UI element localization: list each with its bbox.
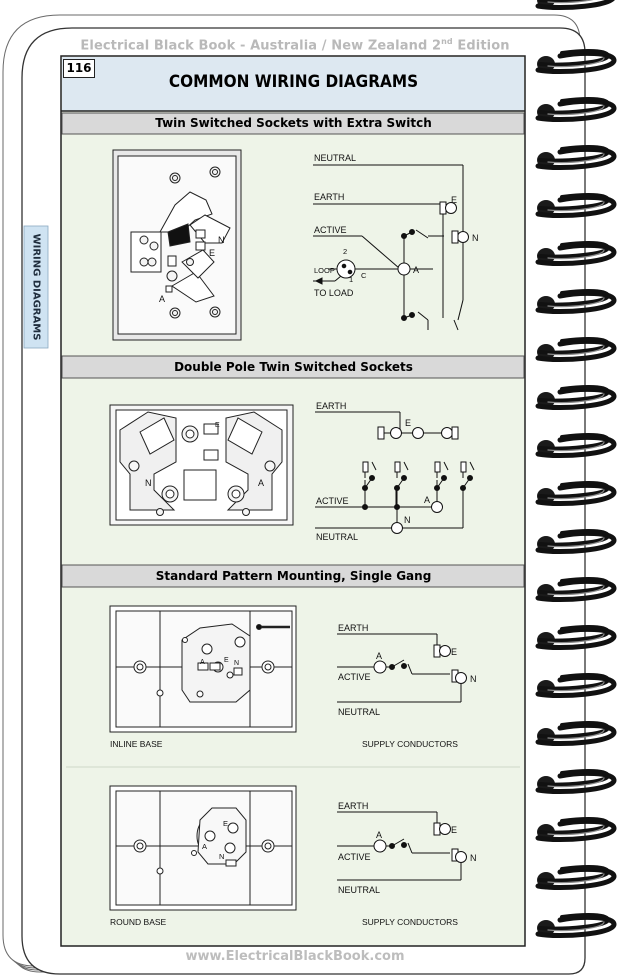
section1-socket-photo [113, 150, 241, 340]
footer-url[interactable]: www.ElectricalBlackBook.com [185, 949, 405, 964]
s2-earth-label: EARTH [316, 401, 347, 411]
s2-neutral-label: NEUTRAL [316, 532, 359, 542]
s2-photo-e: E [215, 422, 220, 429]
round-active-label: ACTIVE [338, 852, 371, 862]
inline-base-caption: INLINE BASE [110, 739, 163, 749]
s1-one-label: 1 [349, 275, 354, 284]
inline-photo-a: A [200, 659, 205, 666]
round-e-label: E [451, 825, 458, 835]
round-n-label: N [470, 853, 477, 863]
s2-photo-a: A [258, 478, 265, 488]
edition-text: Electrical Black Book - Australia / New Zealand 2 [80, 38, 442, 54]
s2-a-label: A [424, 495, 431, 505]
s2-active-label: ACTIVE [316, 496, 349, 506]
round-a-label: A [376, 830, 383, 840]
s1-a-label: A [413, 265, 420, 275]
s1-n-label: N [472, 233, 479, 243]
section-title-3: Standard Pattern Mounting, Single Gang [155, 569, 432, 583]
round-earth-label: EARTH [338, 801, 369, 811]
inline-a-label: A [376, 651, 383, 661]
s1-c-label: C [361, 271, 367, 280]
inline-photo-n: N [234, 660, 240, 667]
edition-header [0, 37, 590, 53]
inline-n-label: N [470, 674, 477, 684]
round-supply-caption: SUPPLY CONDUCTORS [362, 917, 458, 927]
inline-earth-label: EARTH [338, 623, 369, 633]
inline-active-label: ACTIVE [338, 672, 371, 682]
s1-toload-label: TO LOAD [314, 288, 354, 298]
side-tab-label: WIRING DIAGRAMS [30, 233, 42, 341]
side-tab[interactable] [26, 228, 46, 346]
inline-supply-caption: SUPPLY CONDUCTORS [362, 739, 458, 749]
round-photo-a: A [202, 842, 208, 851]
s2-e-label: E [405, 418, 412, 428]
inline-photo-e: E [224, 657, 229, 664]
page-title: COMMON WIRING DIAGRAMS [168, 72, 419, 92]
s1-two-label: 2 [343, 247, 348, 256]
edition-superscript: nd [441, 37, 453, 46]
round-base-caption: ROUND BASE [110, 917, 167, 927]
inline-base-photo [110, 606, 296, 732]
s1-photo-n: N [218, 235, 225, 245]
page-number: 116 [63, 59, 95, 78]
s1-active-label: ACTIVE [314, 225, 347, 235]
section-title-1: Twin Switched Sockets with Extra Switch [155, 116, 432, 130]
round-photo-e: E [223, 819, 229, 828]
s1-photo-e: E [209, 248, 216, 258]
section-title-2: Double Pole Twin Switched Sockets [174, 360, 413, 374]
s1-loop-label: LOOP [314, 266, 335, 275]
round-photo-n: N [219, 852, 225, 861]
inline-neutral-label: NEUTRAL [338, 707, 381, 717]
section2-socket-photo [110, 405, 293, 525]
inline-e-label: E [451, 647, 458, 657]
s1-photo-a: A [159, 294, 166, 304]
s2-n-label: N [404, 515, 411, 525]
s2-photo-n: N [145, 478, 152, 488]
s1-e-label: E [451, 195, 458, 205]
edition-tail: Edition [452, 38, 510, 54]
s1-neutral-label: NEUTRAL [314, 153, 357, 163]
round-neutral-label: NEUTRAL [338, 885, 381, 895]
s1-earth-label: EARTH [314, 192, 345, 202]
